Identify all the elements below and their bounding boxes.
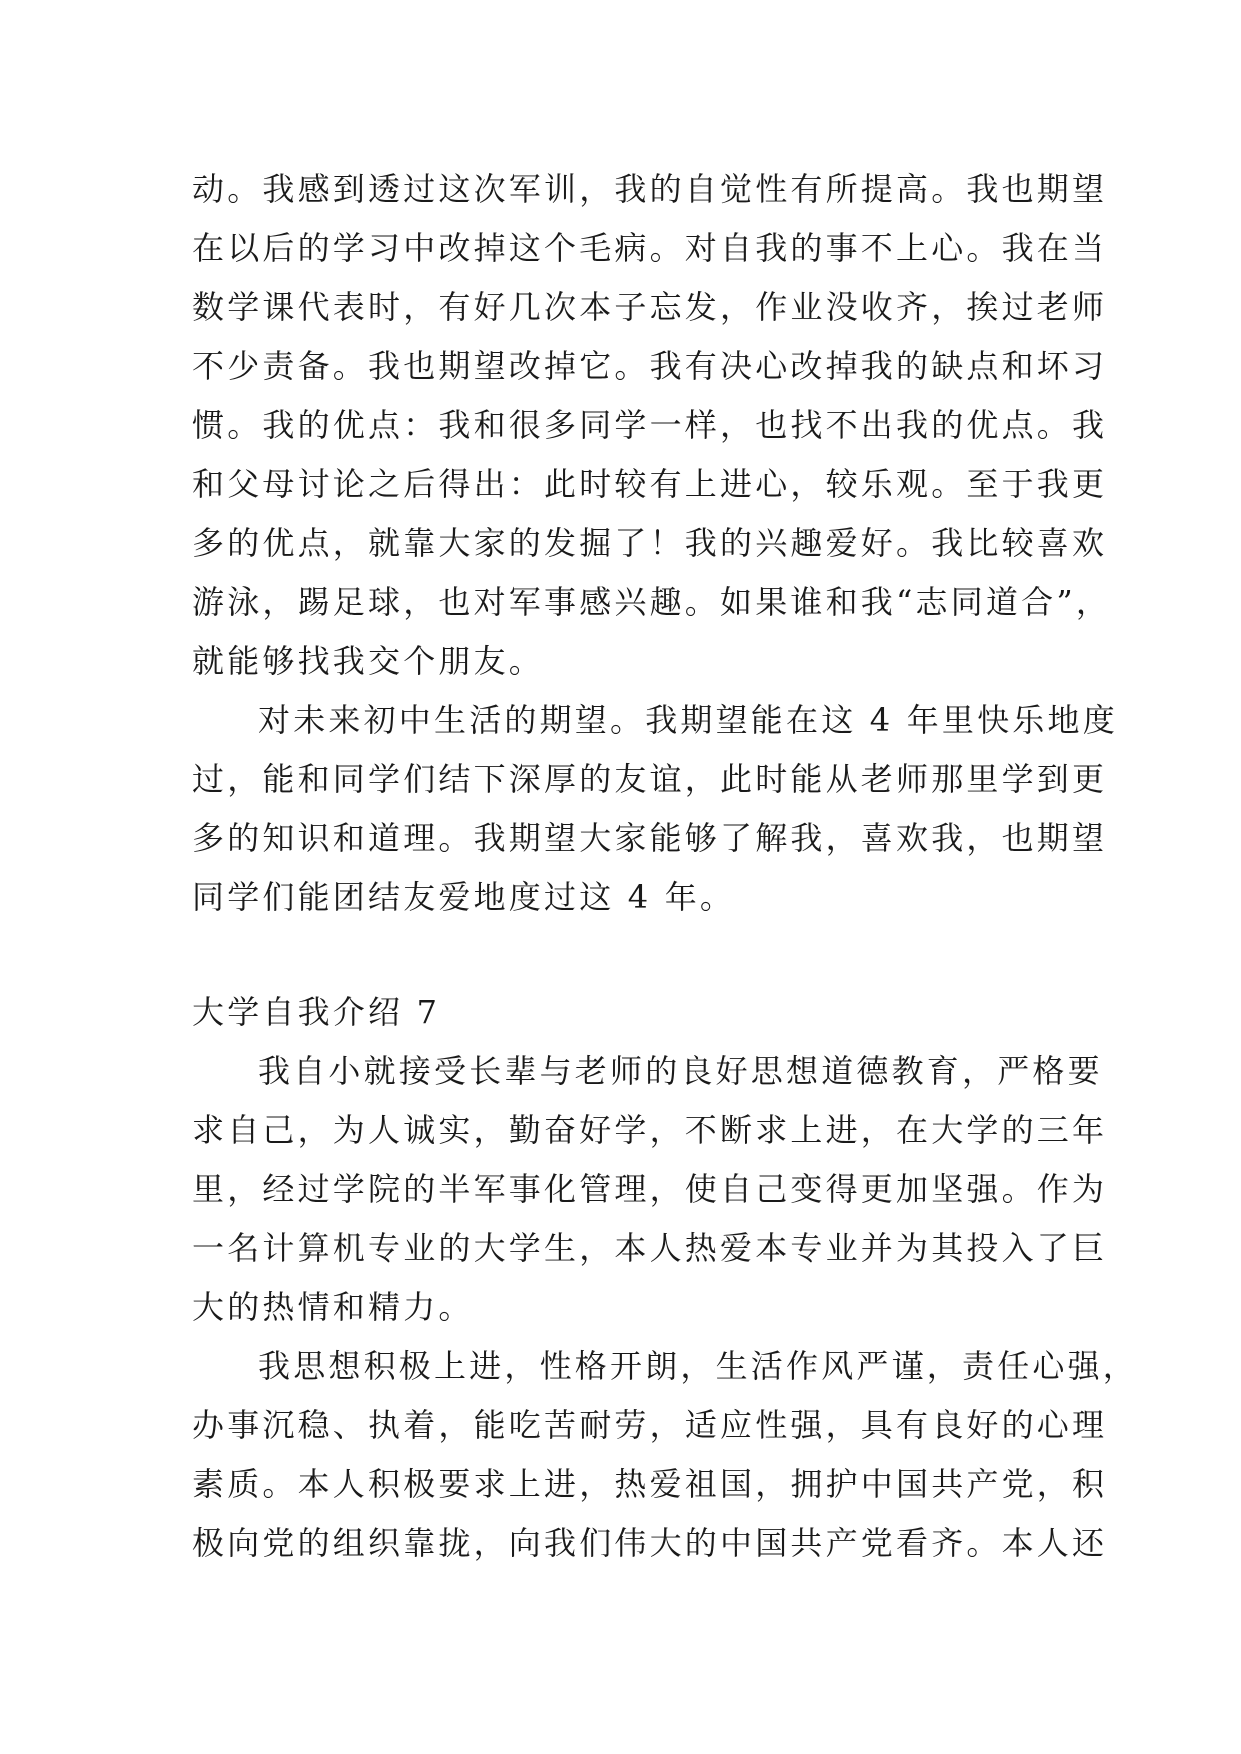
text-line: 和父母讨论之后得出：此时较有上进心，较乐观。至于我更 [192, 465, 1108, 503]
paragraph-upbringing [192, 1042, 1108, 1337]
document-body [192, 160, 1139, 1573]
text-line: 多的优点，就靠大家的发掘了！我的兴趣爱好。我比较喜欢 [192, 524, 1108, 562]
text-line: 动。我感到透过这次军训，我的自觉性有所提高。我也期望 [192, 170, 1108, 208]
text-line: 数学课代表时，有好几次本子忘发，作业没收齐，挨过老师 [192, 288, 1108, 326]
text-line: 素质。本人积极要求上进，热爱祖国，拥护中国共产党，积 [192, 1465, 1108, 1503]
paragraph-character [192, 1337, 1139, 1573]
text-line: 大的热情和精力。 [192, 1288, 474, 1326]
text-line: 过，能和同学们结下深厚的友谊，此时能从老师那里学到更 [192, 760, 1108, 798]
paragraph-continuation [192, 160, 1112, 691]
text-line: 我自小就接受长辈与老师的良好思想道德教育，严格要 [258, 1052, 1103, 1090]
section-spacer [192, 927, 1072, 983]
text-line: 里，经过学院的半军事化管理，使自己变得更加坚强。作为 [192, 1170, 1108, 1208]
text-line: 一名计算机专业的大学生，本人热爱本专业并为其投入了巨 [192, 1229, 1108, 1267]
text-line: 极向党的组织靠拢，向我们伟大的中国共产党看齐。本人还 [192, 1524, 1108, 1562]
text-line: 惯。我的优点：我和很多同学一样，也找不出我的优点。我 [192, 406, 1108, 444]
text-line: 不少责备。我也期望改掉它。我有决心改掉我的缺点和坏习 [192, 347, 1108, 385]
text-line: 游泳，踢足球，也对军事感兴趣。如果谁和我“志同道合”， [192, 583, 1112, 621]
text-line: 就能够找我交个朋友。 [192, 642, 545, 680]
text-line: 办事沉稳、执着，能吃苦耐劳，适应性强，具有良好的心理 [192, 1406, 1108, 1444]
text-line: 我思想积极上进，性格开朗，生活作风严谨，责任心强， [258, 1347, 1139, 1385]
paragraph-future-expectations [192, 691, 1118, 927]
text-line: 同学们能团结友爱地度过这 4 年。 [192, 878, 736, 916]
text-line: 求自己，为人诚实，勤奋好学，不断求上进，在大学的三年 [192, 1111, 1108, 1149]
text-line: 多的知识和道理。我期望大家能够了解我，喜欢我，也期望 [192, 819, 1108, 857]
text-line: 对未来初中生活的期望。我期望能在这 4 年里快乐地度 [258, 701, 1118, 739]
section-heading: 大学自我介绍 7 [192, 993, 441, 1031]
text-line: 在以后的学习中改掉这个毛病。对自我的事不上心。我在当 [192, 229, 1108, 267]
